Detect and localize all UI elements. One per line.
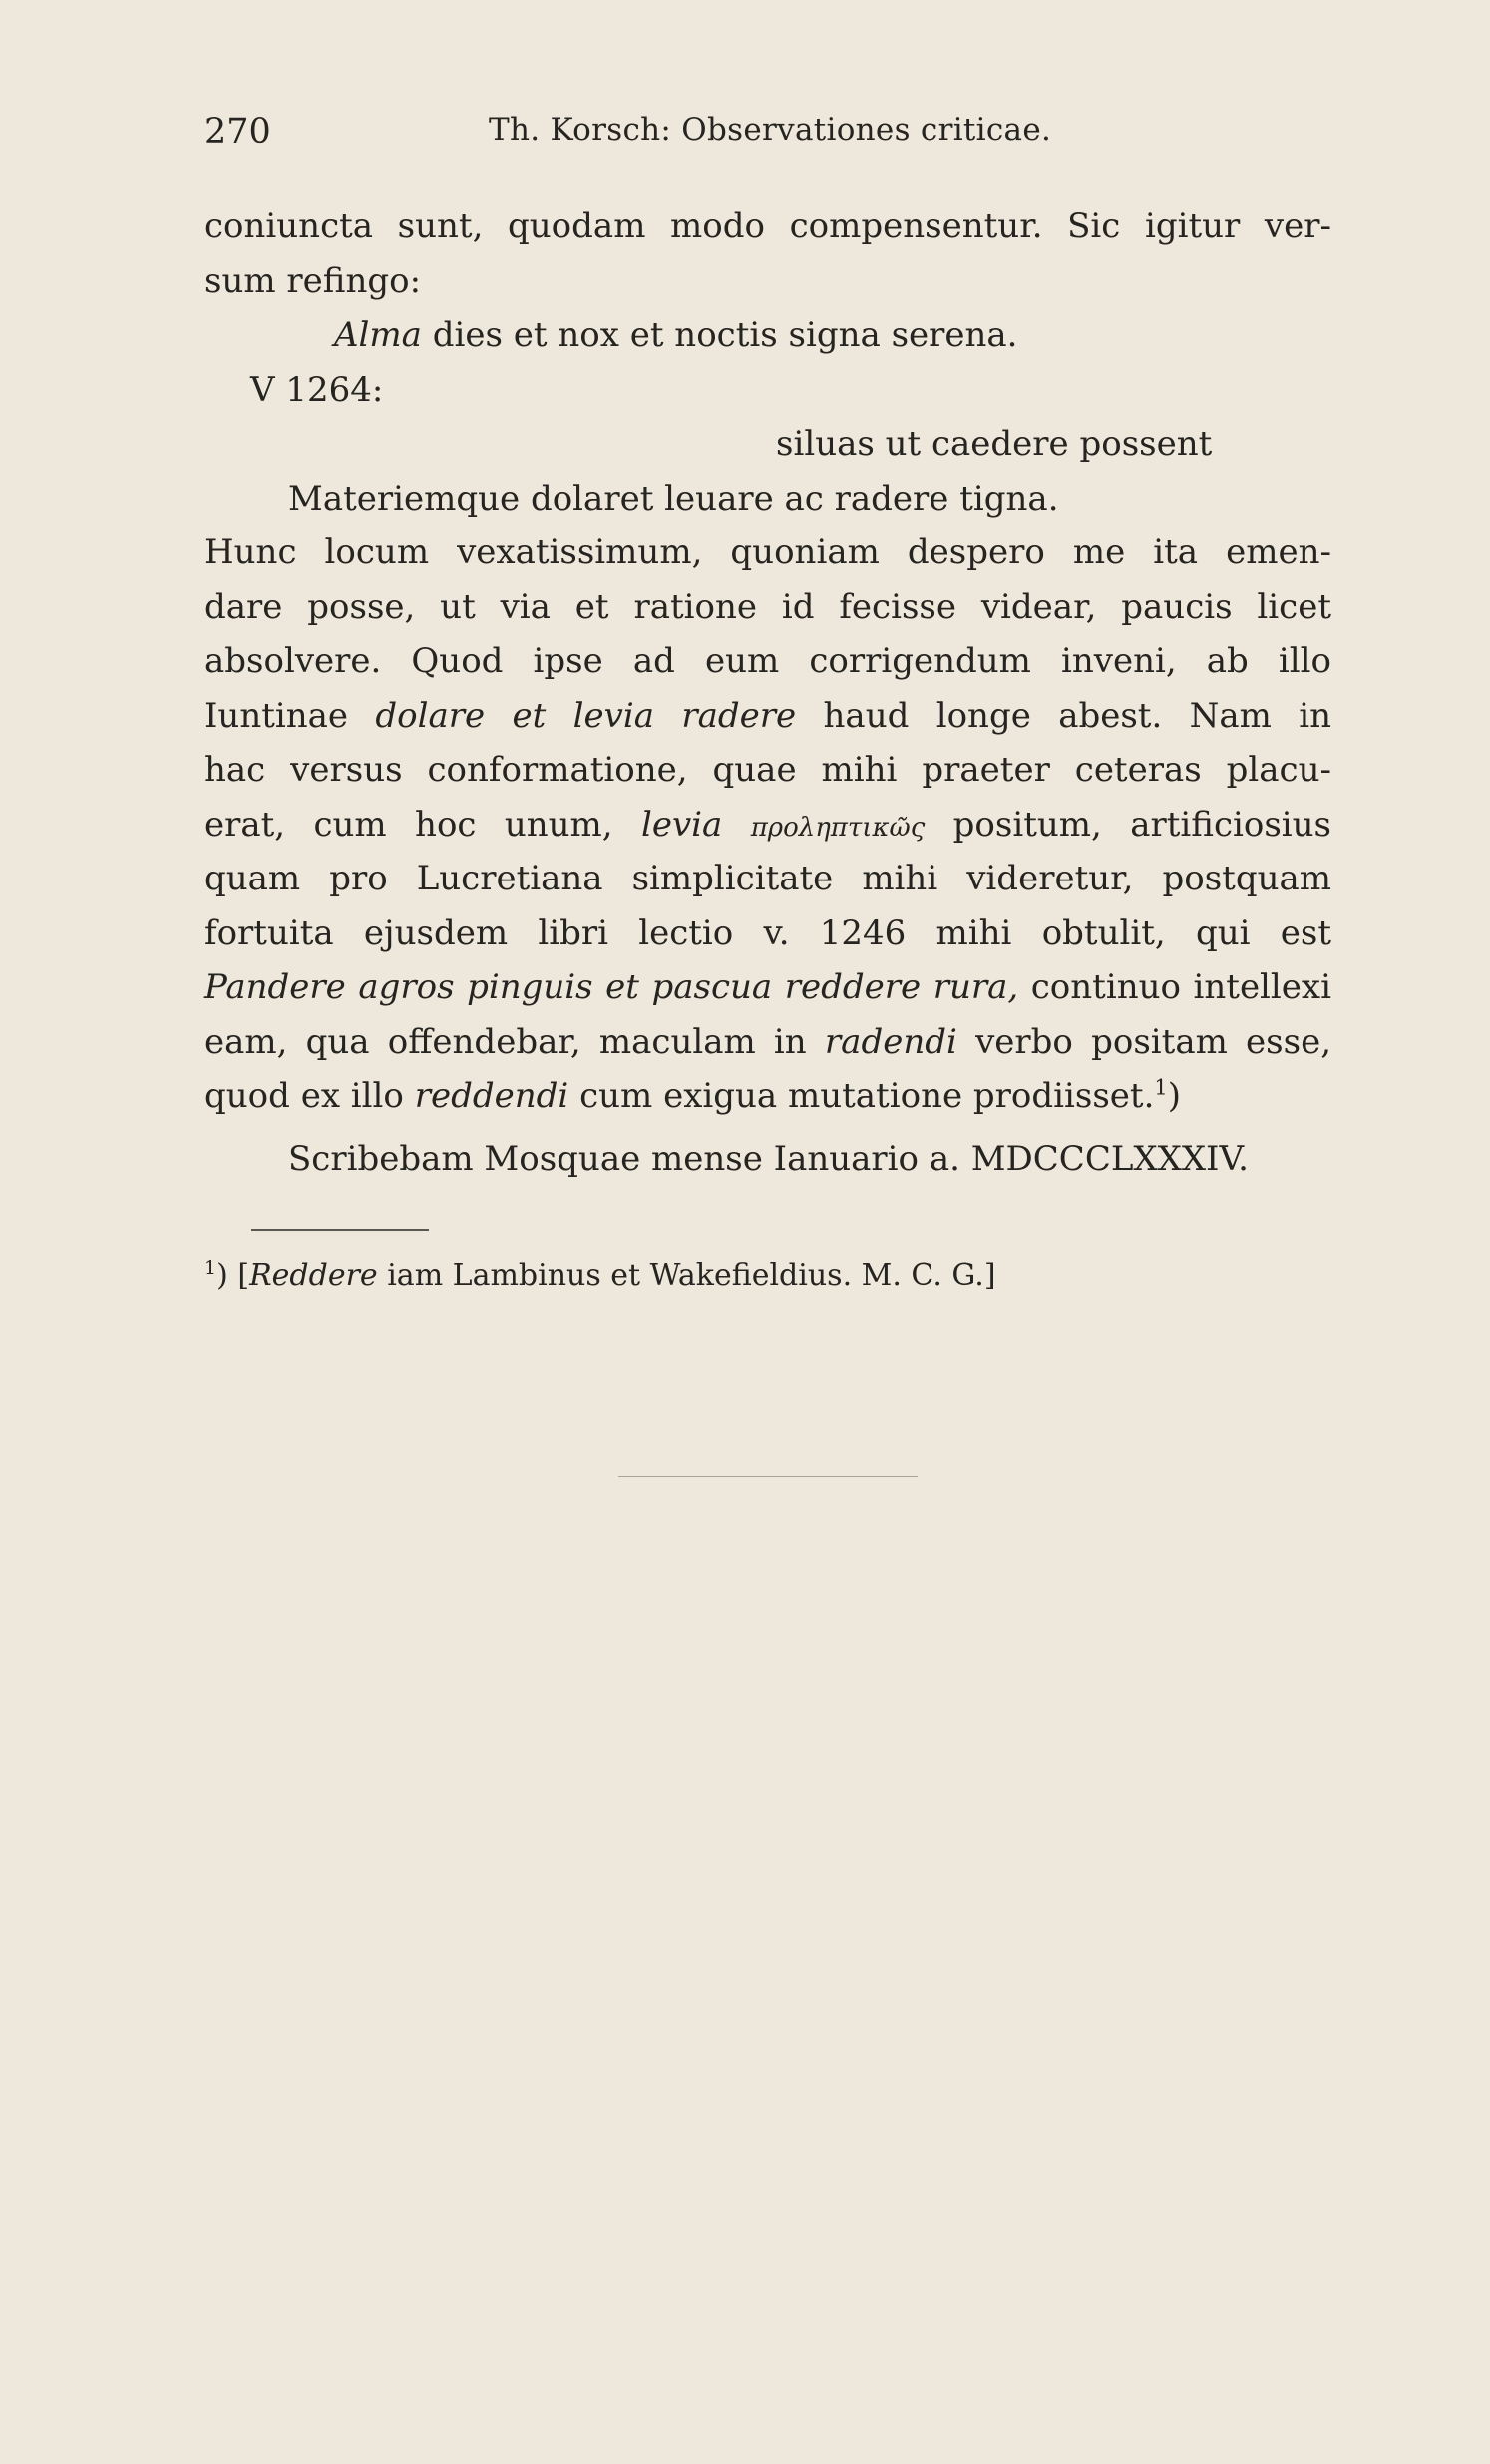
footnote-ref: 1 (1154, 1075, 1168, 1100)
verse-reference: V 1264: (250, 369, 384, 410)
text-line (204, 960, 1331, 1015)
text-line: quam pro Lucretiana simplicitate mihi videretur, postquam (204, 859, 1331, 898)
italic-text: Alma (334, 315, 422, 355)
text-span: continuo intellexi (1018, 967, 1331, 1007)
text-line: Hunc locum vexatissimum, quoniam despero me ita emen- (204, 532, 1331, 572)
verse-text: dies et nox et noctis signa serena. (421, 315, 1018, 355)
text-line: sum refingo: (204, 260, 422, 301)
text-span: eam, qua offendebar, maculam in (204, 1021, 825, 1062)
verse-line: Materiemque dolaret leuare ac radere tigna. (288, 478, 1059, 519)
text-span: quod ex illo (204, 1076, 415, 1116)
text-span: ) (1167, 1076, 1182, 1116)
italic-text: Pandere agros pinguis et pascua reddere rura, (204, 967, 1019, 1007)
text-span: cum exigua mutatione prodiisset. (568, 1076, 1155, 1116)
footnote (204, 1258, 996, 1293)
italic-text: dolare et levia radere (375, 695, 797, 736)
running-title: Th. Korsch: Observationes criticae. (489, 112, 1052, 148)
text-line (204, 798, 1331, 853)
text-line: hac versus conformatione, quae mihi praeter ceteras placu- (204, 750, 1331, 790)
text-line: fortuita ejusdem libri lectio v. 1246 mihi obtulit, qui est (204, 912, 1331, 953)
text-line (204, 1015, 1331, 1070)
italic-text: Reddere (249, 1258, 378, 1293)
text-line (204, 689, 1331, 744)
page-number: 270 (204, 112, 271, 152)
text-span: haud longe abest. Nam in (796, 695, 1332, 736)
verse-line: siluas ut caedere possent (776, 424, 1213, 464)
text-line: dare posse, ut via et ratione id fecisse videar, paucis licet (204, 586, 1331, 627)
italic-text: radendi (824, 1021, 957, 1062)
date-line: Scribebam Mosquae mense Ianuario a. MDCCCLXXXIV. (288, 1138, 1249, 1179)
text-span: positum, artificiosius (925, 804, 1331, 845)
main-text (204, 199, 1331, 1186)
verse-line (204, 308, 1331, 363)
italic-text: levia (640, 804, 723, 845)
footnote-text: iam Lambinus et Wakefieldius. M. C. G.] (377, 1258, 996, 1293)
footnote-text: [ (237, 1258, 250, 1293)
footnote-text: ) (216, 1258, 238, 1293)
running-header (0, 112, 1490, 162)
italic-text: reddendi (414, 1076, 569, 1116)
greek-text: προληπτικῶς (750, 812, 926, 843)
text-line (204, 1069, 1331, 1124)
text-span: erat, cum hoc unum, (204, 804, 641, 845)
text-line: coniuncta sunt, quodam modo compensentur. Sic igitur ver- (204, 206, 1331, 246)
footnote-separator (251, 1229, 429, 1231)
text-span: Iuntinae (204, 695, 376, 736)
show-through-rule (618, 1476, 918, 1477)
footnote-marker: 1 (204, 1257, 217, 1279)
text-span: verbo positam esse, (956, 1021, 1331, 1062)
text-line: absolvere. Quod ipse ad eum corrigendum inveni, ab illo (204, 641, 1331, 681)
